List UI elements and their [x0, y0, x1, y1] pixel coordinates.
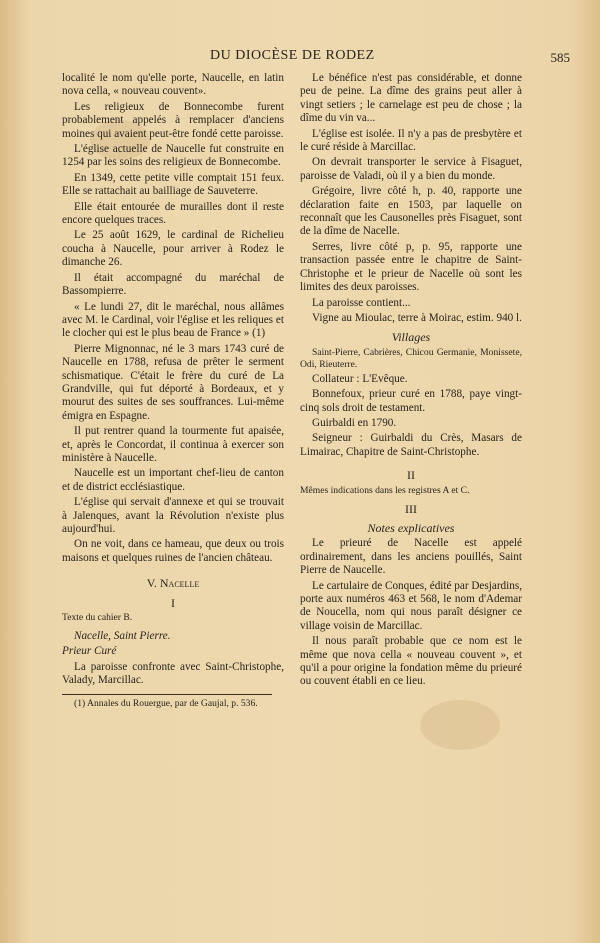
section-number: II	[407, 468, 415, 483]
paragraph: Vigne au Mioulac, terre à Moirac, estim. 940 l.	[312, 311, 522, 324]
paragraph: En 1349, cette petite ville comptait 151 feux. Elle se rattachait au bailliage de Sauveterre.	[62, 171, 284, 198]
paragraph: Guirbaldi en 1790.	[312, 416, 397, 429]
paragraph: Serres, livre côté p, p. 95, rapporte une transaction passée entre le chapitre de Saint-Christophe et le prieur de Nacelle où sont les limites des deux paroisses.	[300, 240, 522, 294]
paragraph: Seigneur : Guirbaldi du Crès, Masars de Limairac, Chapitre de Saint-Christophe.	[300, 432, 522, 458]
paragraph: On ne voit, dans ce hameau, que deux ou trois maisons et quelques ruines de l'ancien château.	[62, 538, 284, 564]
section-title: V. Nacelle	[146, 576, 200, 591]
paragraph: Les religieux de Bonnecombe furent probablement appelés à remplacer d'anciens moines qui avaient peut-être fondé cette paroisse.	[62, 100, 284, 140]
source-note: Texte du cahier B.	[62, 612, 133, 624]
paper-stain	[420, 700, 500, 750]
paragraph: « Le lundi 27, dit le maréchal, nous allâmes avec M. le Cardinal, voir l'église et les reliques et le clocher qui est le plus beau de France » (1)	[62, 300, 284, 340]
section-number: III	[405, 501, 417, 516]
paragraph: Collateur : L'Evêque.	[312, 372, 408, 385]
registry-note: Mêmes indications dans les registres A et C.	[300, 484, 470, 496]
left-column	[62, 72, 284, 712]
paragraph: On devrait transporter le service à Fisaguet, paroisse de Valadi, où il y a bien du monde.	[300, 156, 522, 182]
footnote: (1) Annales du Rouergue, par de Gaujal, p. 536.	[74, 697, 258, 709]
paragraph: L'église actuelle de Naucelle fut construite en 1254 par les soins des religieux de Bonnecombe.	[62, 143, 284, 169]
paragraph: Bonnefoux, prieur curé en 1788, paye vingt-cinq sols droit de testament.	[300, 388, 522, 414]
paragraph: Il était accompagné du maréchal de Bassompierre.	[62, 271, 284, 298]
section-number: I	[171, 595, 175, 610]
subheading: Prieur Curé	[62, 645, 117, 658]
parish-name: Nacelle, Saint Pierre.	[74, 630, 171, 643]
paragraph: La paroisse confronte avec Saint-Christophe, Valady, Marcillac.	[62, 660, 284, 687]
paragraph: L'église qui servait d'annexe et qui se trouvait à Jalenques, avant la Révolution n'existe plus aujourd'hui.	[62, 496, 284, 535]
paragraph: Il nous paraît probable que ce nom est le même que nova cella « nouveau couvent », et qu'il a pour origine la fondation même du prieuré ou couvent établi en ce lieu.	[300, 635, 522, 688]
page-header	[60, 48, 580, 68]
paragraph: La paroisse contient...	[312, 296, 411, 309]
paragraph: Le cartulaire de Conques, édité par Desjardins, porte aux numéros 463 et 568, le nom d'Ademar de Noucella, nom qui nous paraît désigner ce village voisin de Marcillac.	[300, 579, 522, 632]
right-column	[300, 72, 522, 691]
running-head: DU DIOCÈSE DE RODEZ	[210, 48, 375, 63]
paragraph: Il put rentrer quand la tourmente fut apaisée, et, après le Concordat, il continua à exercer son ministère à Naucelle.	[62, 425, 284, 464]
subheading: Villages	[391, 330, 431, 345]
footnote-rule	[62, 694, 272, 695]
paragraph: Grégoire, livre côté h, p. 40, rapporte une déclaration faite en 1503, par laquelle on reconnaît que les Causonelles près Fisaguet, sont de la dîme de Nacelle.	[300, 185, 522, 238]
paragraph: Elle était entourée de murailles dont il reste encore quelques traces.	[62, 200, 284, 227]
paragraph: Le 25 août 1629, le cardinal de Richelieu coucha à Naucelle, pour arriver à Rodez le dimanche 26.	[62, 229, 284, 269]
paragraph: Naucelle est un important chef-lieu de canton et de district ecclésiastique.	[62, 467, 284, 493]
villages-list: Saint-Pierre, Cabrières, Chicou Germanie, Monissete, Odi, Rieuterre.	[300, 346, 522, 370]
page-number: 585	[550, 50, 570, 65]
paragraph: Pierre Mignonnac, né le 3 mars 1743 curé de Naucelle en 1788, refusa de prêter le serment schismatique. C'était le frère du curé de La Grandville, qui fut déporté à Bordeaux, et y mourut des suites de ses souffrances. Lui-même émigra en Espagne.	[62, 342, 284, 422]
paragraph: Le bénéfice n'est pas considérable, et donne peu de peine. La dîme des grains peut aller à vingt setiers ; le carnelage est peu de chose ; la dîme du vin va...	[300, 72, 522, 125]
paragraph: localité le nom qu'elle porte, Naucelle, en latin nova cella, « nouveau couvent».	[62, 72, 284, 98]
subheading: Notes explicatives	[367, 520, 455, 535]
paragraph: Le prieuré de Nacelle est appelé ordinairement, dans les anciens pouillés, Saint Pierre de Naucelle.	[300, 537, 522, 577]
paragraph: L'église est isolée. Il n'y a pas de presbytère et le curé réside à Marcillac.	[300, 127, 522, 154]
